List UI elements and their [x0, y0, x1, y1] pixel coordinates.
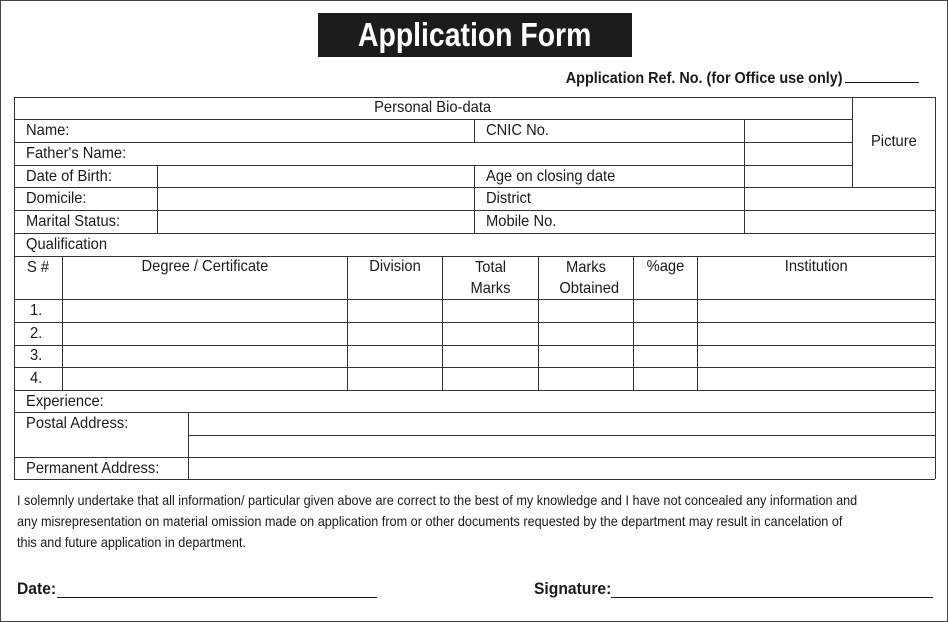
date-label: Date:: [17, 579, 57, 598]
qualification-row-2: 2.: [30, 325, 43, 342]
col-sno-header: S #: [26, 259, 50, 276]
picture-box[interactable]: Picture: [871, 133, 917, 150]
father-name-label: Father's Name:: [26, 145, 127, 162]
col-total-marks-header: Total Marks: [470, 259, 511, 297]
domicile-label: Domicile:: [26, 190, 87, 207]
signature-label: Signature:: [534, 579, 612, 598]
district-label: District: [486, 190, 531, 207]
col-division-header: Division: [369, 258, 421, 275]
col-marks-obtained-header: Marks Obtained: [559, 259, 620, 297]
age-on-closing-date-label: Age on closing date: [486, 168, 616, 185]
name-label: Name:: [26, 122, 70, 139]
form-title: Application Form: [318, 13, 632, 57]
qualification-heading: Qualification: [26, 236, 108, 253]
cnic-label: CNIC No.: [486, 122, 549, 139]
date-blank[interactable]: [57, 597, 377, 598]
dob-label: Date of Birth:: [26, 168, 112, 185]
qualification-row-3: 3.: [30, 347, 43, 364]
permanent-address-label: Permanent Address:: [26, 460, 160, 477]
experience-label: Experience:: [26, 393, 104, 410]
mobile-no-label: Mobile No.: [486, 213, 557, 230]
col-institution-header: Institution: [784, 258, 848, 275]
col-percentage-header: %age: [646, 258, 685, 275]
personal-biodata-heading: Personal Bio-data: [374, 99, 492, 116]
qualification-row-1: 1.: [30, 302, 43, 319]
ref-label: Application Ref. No. (for Office use only): [566, 70, 843, 87]
declaration-text: I solemnly undertake that all information/ particular given above are correct to the best of my knowledge and I have not concealed any information and any misrepresentation on material omission made on application from or other documents requested by the department may result in cancelation of this and future application in department.: [17, 492, 858, 550]
marital-status-label: Marital Status:: [26, 213, 121, 230]
col-degree-header: Degree / Certificate: [141, 258, 269, 275]
qualification-row-4: 4.: [30, 370, 43, 387]
signature-blank[interactable]: [611, 597, 933, 598]
postal-address-label: Postal Address:: [26, 415, 129, 432]
